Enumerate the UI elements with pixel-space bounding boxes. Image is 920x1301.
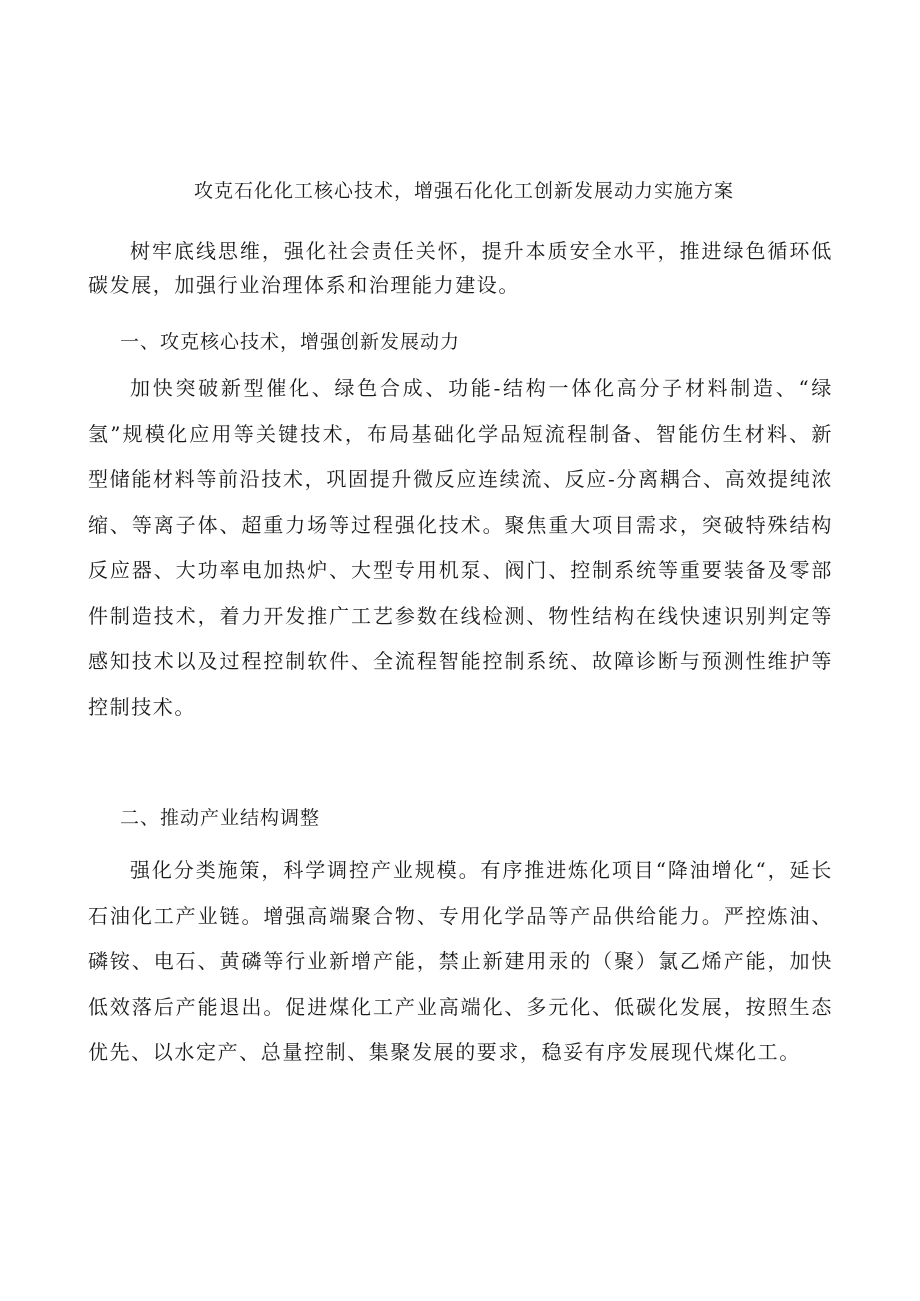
section-body-2: 强化分类施策，科学调控产业规模。有序推进炼化项目“降油增化“，延长石油化工产业链。增强高端聚合物、专用化学品等产品供给能力。严控炼油、磷铵、电石、黄磷等行业新增产能，禁止新建用汞的（聚）氯乙烯产能，加快低效落后产能退出。促进煤化工产业高端化、多元化、低碳化发展，按照生态优先、以水定产、总量控制、集聚发展的要求，稳妥有序发展现代煤化工。 [88,858,833,1064]
intro-paragraph: 树牢底线思维，强化社会责任关怀，提升本质安全水平，推进绿色循环低碳发展，加强行业治理体系和治理能力建设。 [88,239,833,297]
section-heading-1: 一、攻克核心技术，增强创新发展动力 [120,331,461,353]
section-heading-2: 二、推动产业结构调整 [120,807,321,829]
document-title: 攻克石化化工核心技术，增强石化化工创新发展动力实施方案 [193,180,734,202]
section-body-1: 加快突破新型催化、绿色合成、功能-结构一体化高分子材料制造、“绿氢”规模化应用等关键技术，布局基础化学品短流程制备、智能仿生材料、新型储能材料等前沿技术，巩固提升微反应连续流、反应-分离耦合、高效提纯浓缩、等离子体、超重力场等过程强化技术。聚焦重大项目需求，突破特殊结构反应器、大功率电加热炉、大型专用机泵、阀门、控制系统等重要装备及零部件制造技术，着力开发推广工艺参数在线检测、物性结构在线快速识别判定等感知技术以及过程控制软件、全流程智能控制系统、故障诊断与预测性维护等控制技术。 [88,376,833,719]
